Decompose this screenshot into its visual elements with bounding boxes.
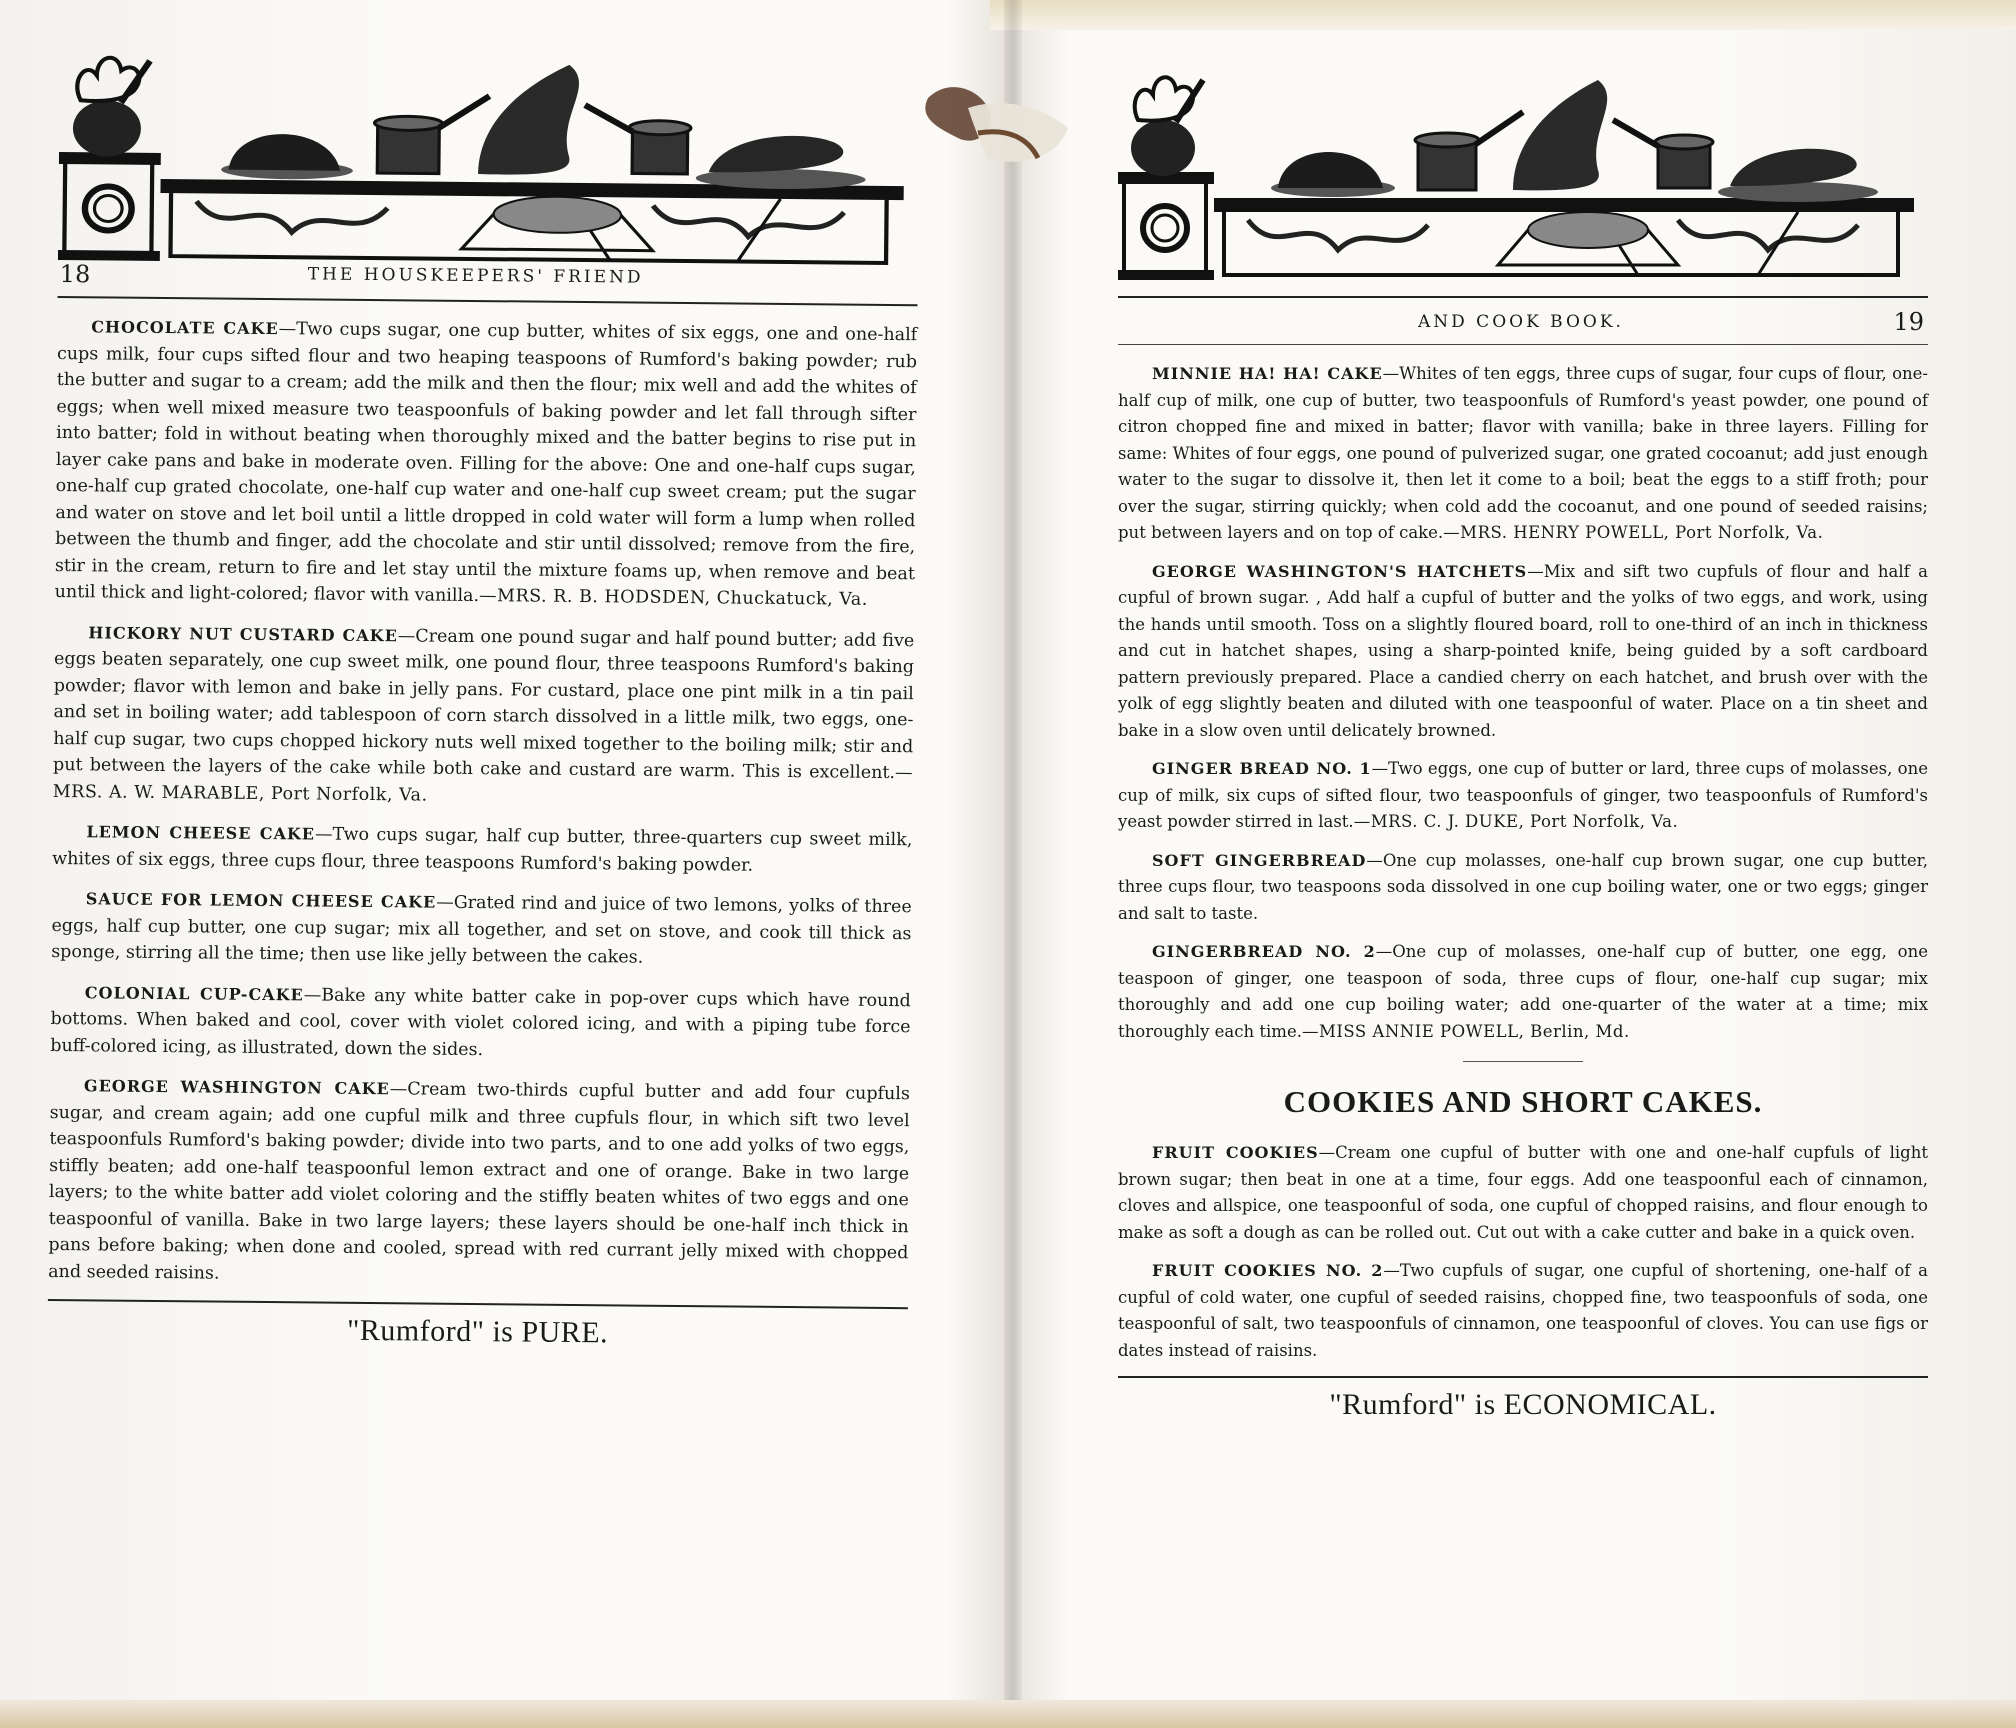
running-header bbox=[58, 256, 918, 306]
recipe-sauce-for-lemon-cheese-cake bbox=[51, 886, 912, 974]
recipe-title: GINGERBREAD NO. 2 bbox=[1152, 942, 1376, 961]
recipe-title: FRUIT COOKIES bbox=[1152, 1143, 1319, 1162]
recipe-body: —Whites of ten eggs, three cups of sugar, four cups of flour, one-half cup of milk, one cup of butter, two teaspoonfuls of Rumford's yeast powder, one pound of citron chopped fine and mixed in batter; flavor with vanilla; bake in three layers. Filling for same: Whites of four eggs, one pound of pulverized sugar, one grated cocoanut; add just enough water to the sugar to dissolve it, then let it come to a boil; beat the eggs to a stiff froth; pour over the sugar, stirring quickly; when cold add the cocoanut, and one pound of seeded raisins; put between layers and on top of cake. bbox=[1118, 364, 1928, 542]
recipe-title: GEORGE WASHINGTON CAKE bbox=[83, 1076, 390, 1099]
recipe-body: —Two cupfuls of sugar, one cupful of shortening, one-half of a cupful of cold water, one cupful of seeded raisins, chopped fine, two teaspoonfuls of soda, one teaspoonful of salt, two teaspoonfuls of cinnamon, one teaspoonful of cloves. You can use figs or dates instead of raisins. bbox=[1118, 1261, 1928, 1360]
recipe-title: COLONIAL CUP-CAKE bbox=[84, 982, 304, 1004]
recipe-body: —Bake any white batter cake in pop-over cups which have round bottoms. When baked and cool, cover with violet colored icing, and with a piping tube force buff-colored icing, as illustrated, down the sides. bbox=[50, 984, 911, 1060]
recipe-fruit-cookies bbox=[1118, 1140, 1928, 1246]
page-footer: "Rumford" is PURE. bbox=[346, 1313, 609, 1350]
recipe-title: GINGER BREAD NO. 1 bbox=[1152, 759, 1372, 778]
recipe-title: CHOCOLATE CAKE bbox=[91, 317, 279, 339]
recipe-list bbox=[48, 314, 917, 1293]
recipe-title: HICKORY NUT CUSTARD CAKE bbox=[88, 622, 398, 645]
recipe-title: SAUCE FOR LEMON CHEESE CAKE bbox=[85, 889, 437, 912]
recipe-hickory-nut-custard-cake bbox=[53, 619, 915, 813]
recipe-body: —Cream two-thirds cupful butter and add four cupfuls sugar, and cream again; add one cupful milk and three cupfuls flour, in which sift two level teaspoonfuls Rumford's baking powder; divide into two parts, and to one add yolks of two eggs, stiffly beaten; add one-half teaspoonful lemon extract and one of orange. Bake in two large layers; to the white batter add violet coloring and the stiffly beaten whites of two eggs and one teaspoonful of vanilla. Bake in two large layers; these layers should be one-half inch thick in pans before baking; when done and cooled, spread with red currant jelly mixed with chopped and seeded raisins. bbox=[48, 1079, 910, 1284]
left-page bbox=[47, 40, 919, 1353]
running-title: THE HOUSKEEPERS' FRIEND bbox=[307, 264, 644, 288]
recipe-body: —Mix and sift two cupfuls of flour and half a cupful of brown sugar. , Add half a cupful of butter and the yolks of two eggs, and work, using the hands until smooth. Toss on a slightly floured board, roll to one-third of an inch in thickness and cut in hatchet shapes, using a sharp-pointed knife, being guided by a soft cardboard pattern previously prepared. Place a candied cherry on each hatchet, and brush over with the yolk of egg slightly beaten and diluted with one teaspoonful of water. Place on a tin sheet and bake in a slow oven until delicately browned. bbox=[1118, 561, 1928, 740]
recipe-ginger-bread-no-1 bbox=[1118, 756, 1928, 836]
recipe-soft-gingerbread bbox=[1118, 848, 1928, 928]
recipe-author: —MRS. A. W. MARABLE, Port Norfolk, Va. bbox=[52, 763, 914, 806]
paper-edge-bottom bbox=[0, 1700, 2016, 1728]
recipe-title: FRUIT COOKIES NO. 2 bbox=[1152, 1261, 1384, 1280]
page-footer: "Rumford" is ECONOMICAL. bbox=[1329, 1388, 1717, 1421]
recipe-fruit-cookies-no-2 bbox=[1118, 1258, 1928, 1364]
recipe-george-washingtons-hatchets bbox=[1118, 559, 1928, 745]
running-header bbox=[1118, 296, 1928, 338]
recipe-body: —Two cups sugar, half cup butter, three-quarters cup sweet milk, whites of six eggs, three cups flour, three teaspoons Rumford's baking powder. bbox=[52, 824, 913, 876]
recipe-body: —Two eggs, one cup of butter or lard, three cups of molasses, one cup of milk, six cups of sifted flour, two teaspoonfuls of ginger, two teaspoonfuls of Rumford's yeast powder stirred in last. bbox=[1118, 759, 1928, 831]
book-gutter bbox=[1004, 0, 1022, 1728]
footer-rule bbox=[48, 1299, 908, 1309]
recipe-title: MINNIE HA! HA! CAKE bbox=[1152, 364, 1383, 383]
recipe-george-washington-cake bbox=[48, 1073, 910, 1293]
recipe-body: —One cup of molasses, one-half cup of butter, one egg, one teaspoon of ginger, one teaspoon of soda, three cups of flour, one-half cup sugar; mix thoroughly and add one cup boiling water; add one-quarter of the water at a time; mix thoroughly each time. bbox=[1118, 942, 1929, 1041]
paper-edge-top bbox=[990, 0, 2016, 30]
header-rule bbox=[1118, 344, 1928, 345]
recipe-title: SOFT GINGERBREAD bbox=[1152, 850, 1367, 870]
recipe-lemon-cheese-cake bbox=[52, 819, 912, 880]
section-heading: COOKIES AND SHORT CAKES. bbox=[1283, 1084, 1763, 1119]
recipe-colonial-cup-cake bbox=[50, 979, 911, 1067]
page-number: 18 bbox=[59, 260, 91, 289]
recipe-body: —Cream one pound sugar and half pound butter; add five eggs beaten separately, one cup sweet milk, one pound flour, three teaspoons Rumford's baking powder; flavor with lemon and bake in jelly pans. For custard, place one pint milk in a tin pail and set in boiling water; add tablespoon of corn starch dissolved in a little milk, two eggs, one-half cup sugar, two cups chopped hickory nuts well mixed together to the boiling milk; stir and put between the layers of the cake while both cake and custard are warm. This is excellent. bbox=[52, 625, 915, 784]
page-number: 19 bbox=[1893, 308, 1924, 336]
recipe-title: GEORGE WASHINGTON'S HATCHETS bbox=[1152, 561, 1528, 581]
recipe-author: —MRS. C. J. DUKE, Port Norfolk, Va. bbox=[1353, 812, 1679, 831]
recipe-body: —Grated rind and juice of two lemons, yolks of three eggs, half cup butter, one cup sugar; mix all together, and set on stove, and cook till thick as sponge, stirring all the time; then use like jelly between the cakes. bbox=[51, 892, 912, 968]
kitchen-banner-illustration bbox=[1118, 60, 1928, 290]
recipe-title: LEMON CHEESE CAKE bbox=[86, 822, 316, 844]
kitchen-banner-illustration bbox=[58, 40, 920, 278]
recipe-gingerbread-no-2 bbox=[1118, 939, 1928, 1045]
recipe-minnie-ha-ha-cake bbox=[1118, 361, 1928, 547]
recipe-author: —MRS. HENRY POWELL, Port Norfolk, Va. bbox=[1443, 523, 1824, 542]
recipe-chocolate-cake bbox=[55, 314, 918, 614]
section-recipe-list bbox=[1118, 1140, 1928, 1364]
recipe-body: —Two cups sugar, one cup butter, whites of six eggs, one and one-half cups milk, four cups sifted flour and two heaping teaspoons of Rumford's baking powder; rub the butter and sugar to a cream; add the milk and then the flour; mix well and add the whites of eggs; when well mixed measure two teaspoonfuls of baking powder and let fall through sifter into batter; fold in without beating when thoroughly mixed and the batter begins to rise put in layer cake pans and bake in moderate oven. Filling for the above: One and one-half cups sugar, one-half cup grated chocolate, one-half cup water and one-half cup sweet cream; put the sugar and water on stove and let boil until a little dropped in cold water will form a lump when rolled between the thumb and finger, add the chocolate and stir until dissolved; remove from the fire, stir in the cream, return to fire and let stay until the mixture foams up, when remove and beat until thick and light-colored; flavor with vanilla. bbox=[54, 319, 918, 607]
recipe-body: —Cream one cupful of butter with one and one-half cupfuls of light brown sugar; then beat in one at a time, four eggs. Add one teaspoonful each of cinnamon, cloves and allspice, one teaspoonful of soda, one cupful of chopped raisins, and flour enough to make as soft a dough as can be rolled out. Cut out with a cake cutter and bake in a quick oven. bbox=[1118, 1143, 1928, 1242]
section-divider bbox=[1463, 1061, 1583, 1062]
recipe-author: —MISS ANNIE POWELL, Berlin, Md. bbox=[1301, 1021, 1630, 1041]
tape-stain bbox=[918, 78, 1078, 173]
running-title: AND COOK BOOK. bbox=[1418, 312, 1624, 332]
recipe-list bbox=[1118, 361, 1928, 1045]
right-page bbox=[1118, 60, 1928, 1422]
recipe-author: —MRS. R. B. HODSDEN, Chuckatuck, Va. bbox=[479, 586, 868, 610]
recipe-body: —One cup molasses, one-half cup brown sugar, one cup butter, three cups flour, two teaspoons soda dissolved in one cup boiling water, one or two eggs; ginger and salt to taste. bbox=[1118, 850, 1929, 923]
footer-rule bbox=[1118, 1376, 1928, 1378]
